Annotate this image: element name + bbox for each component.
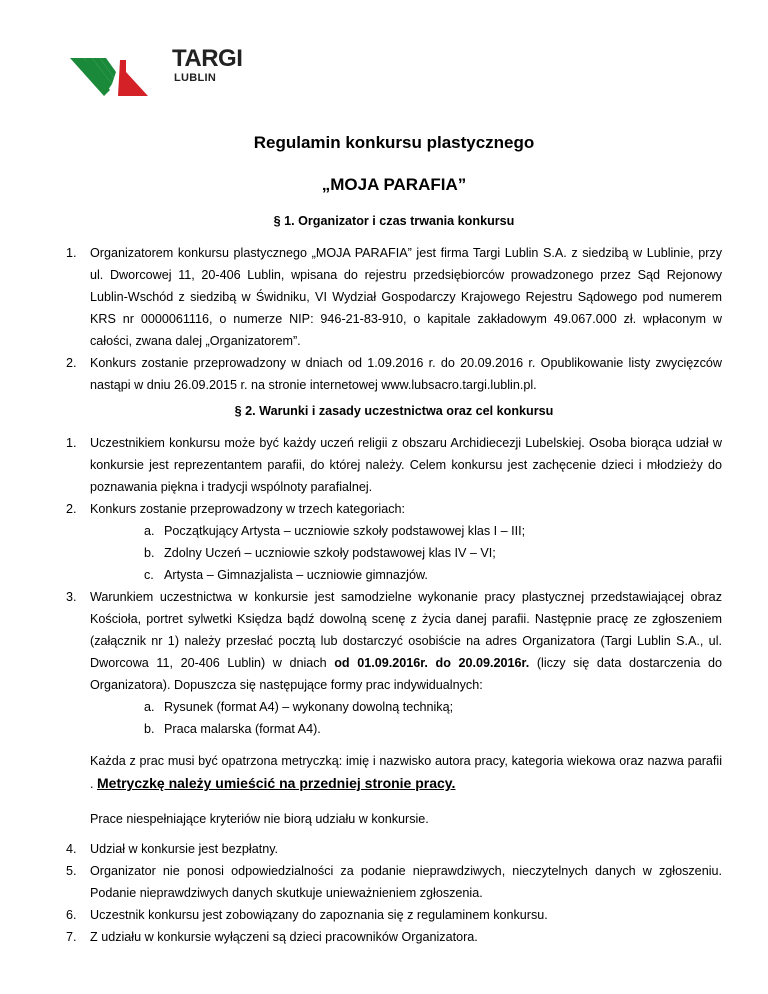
sub-list-letter: c.: [144, 568, 154, 582]
sub-list-text: Artysta – Gimnazjalista – uczniowie gimnazjów.: [164, 568, 428, 582]
list-item-text: Uczestnik konkursu jest zobowiązany do zapoznania się z regulaminem konkursu.: [90, 907, 548, 922]
sub-list-text: Zdolny Uczeń – uczniowie szkoły podstawowej klas IV – VI;: [164, 546, 496, 560]
note-emphasis: Metryczkę należy umieścić na przedniej stronie pracy.: [97, 775, 456, 791]
list-item-text: Z udziału w konkursie wyłączeni są dzieci pracowników Organizatora.: [90, 929, 478, 944]
list-item-text: Konkurs zostanie przeprowadzony w dniach od 1.09.2016 r. do 20.09.2016 r. Opublikowanie listy zwycięzców nastąpi w dniu 26.09.2015 r. na stronie internetowej www.lubsacro.targi.lublin.pl.: [90, 356, 722, 392]
sub-list-item: [90, 718, 722, 740]
section-2-list: [66, 432, 722, 740]
section-1-list: [66, 242, 722, 396]
logo-brand-text: TARGI: [172, 45, 243, 72]
list-item-text: Uczestnikiem konkursu może być każdy uczeń religii z obszaru Archidiecezji Lubelskiej. Osoba biorąca udział w konkursie jest reprezentantem parafii, do której należy. Celem konkursu jest zachęcenie dzieci i młodzieży do poznawania piękna i tradycji wspólnoty parafialnej.: [90, 436, 722, 494]
list-item-text: Organizator nie ponosi odpowiedzialności za podanie nieprawdziwych, nieczytelnych danych w zgłoszeniu. Podanie nieprawdziwych danych skutkuje unieważnieniem zgłoszenia.: [90, 863, 722, 900]
section-2-list-cont: [66, 838, 722, 948]
document-subtitle: „MOJA PARAFIA”: [321, 175, 467, 194]
forms-list: [90, 696, 722, 740]
sub-list-text: Praca malarska (format A4).: [164, 722, 321, 736]
list-item-dates: od 01.09.2016r. do 20.09.2016r.: [334, 656, 530, 670]
category-list: [90, 520, 722, 586]
list-item-text: Warunkiem uczestnictwa w konkursie jest samodzielne wykonanie pracy plastycznej przedstawiającej obraz Kościoła, portret sylwetki Księdza bądź dowolną scenę z życia danej parafii. Następnie pracę ze zgłoszeniem (załącznik nr 1) należy przesłać pocztą lub dostarczyć osobiście na adres Organizatora (Targi Lublin S.A., ul. Dworcowa 11, 20-406 Lublin) w dniach: [90, 590, 722, 670]
list-item-text-cont: (liczy się data dostarczenia do Organizatora). Dopuszcza się następujące formy prac indywidualnych:: [90, 656, 722, 692]
list-item-number: 2.: [66, 356, 77, 370]
logo-green-stripes: [70, 58, 116, 96]
sub-list-letter: b.: [144, 722, 155, 736]
list-item-number: 2.: [66, 502, 77, 516]
section-1-heading: § 1. Organizator i czas trwania konkursu: [273, 214, 515, 228]
logo-city-text: LUBLIN: [174, 72, 217, 84]
metryczka-note: [66, 750, 722, 795]
list-item-number: 7.: [66, 929, 77, 944]
list-item-number: 1.: [66, 246, 77, 260]
list-item: [66, 432, 722, 498]
list-item: [66, 926, 722, 948]
sub-list-item: [90, 542, 722, 564]
section-2-heading: § 2. Warunki i zasady uczestnictwa oraz cel konkursu: [234, 404, 554, 418]
sub-list-item: [90, 520, 722, 542]
sub-list-letter: a.: [144, 524, 155, 538]
sub-list-letter: b.: [144, 546, 155, 560]
list-item-number: 6.: [66, 907, 77, 922]
criteria-note: Prace niespełniające kryteriów nie biorą udziału w konkursie.: [90, 811, 429, 826]
logo-red-shape: [118, 60, 148, 96]
list-item-number: 3.: [66, 590, 77, 604]
note-text: Każda z prac musi być opatrzona metryczką: imię i nazwisko autora pracy, kategoria wiekowa oraz nazwa parafii .: [90, 754, 722, 791]
sub-list-text: Rysunek (format A4) – wykonany dowolną techniką;: [164, 700, 454, 714]
list-item: [66, 860, 722, 904]
list-item: [66, 838, 722, 860]
list-item: [66, 242, 722, 352]
list-item: [66, 498, 722, 586]
document-body: [66, 132, 722, 948]
list-item: [66, 352, 722, 396]
list-item-number: 1.: [66, 436, 77, 450]
sub-list-item: [90, 564, 722, 586]
sub-list-text: Początkujący Artysta – uczniowie szkoły podstawowej klas I – III;: [164, 524, 526, 538]
list-item-text: Organizatorem konkursu plastycznego „MOJA PARAFIA” jest firma Targi Lublin S.A. z siedzibą w Lublinie, przy ul. Dworcowej 11, 20-406 Lublin, wpisana do rejestru przedsiębiorców prowadzonego przez Sąd Rejonowy Lublin-Wschód z siedzibą w Świdniku, VI Wydział Gospodarczy Krajowego Rejestru Sądowego pod numerem KRS nr 0000061116, o numerze NIP: 946-21-83-910, o kapitale zakładowym 49.067.000 zł. wpłaconym w całości, zwana dalej „Organizatorem”.: [90, 246, 722, 348]
list-item-number: 4.: [66, 841, 77, 856]
sub-list-letter: a.: [144, 700, 155, 714]
list-item-text: Udział w konkursie jest bezpłatny.: [90, 841, 279, 856]
list-item-text: Konkurs zostanie przeprowadzony w trzech kategoriach:: [90, 502, 406, 516]
list-item: [66, 904, 722, 926]
document-title: Regulamin konkursu plastycznego: [253, 133, 535, 152]
list-item: [66, 586, 722, 740]
sub-list-item: [90, 696, 722, 718]
list-item-number: 5.: [66, 863, 77, 878]
